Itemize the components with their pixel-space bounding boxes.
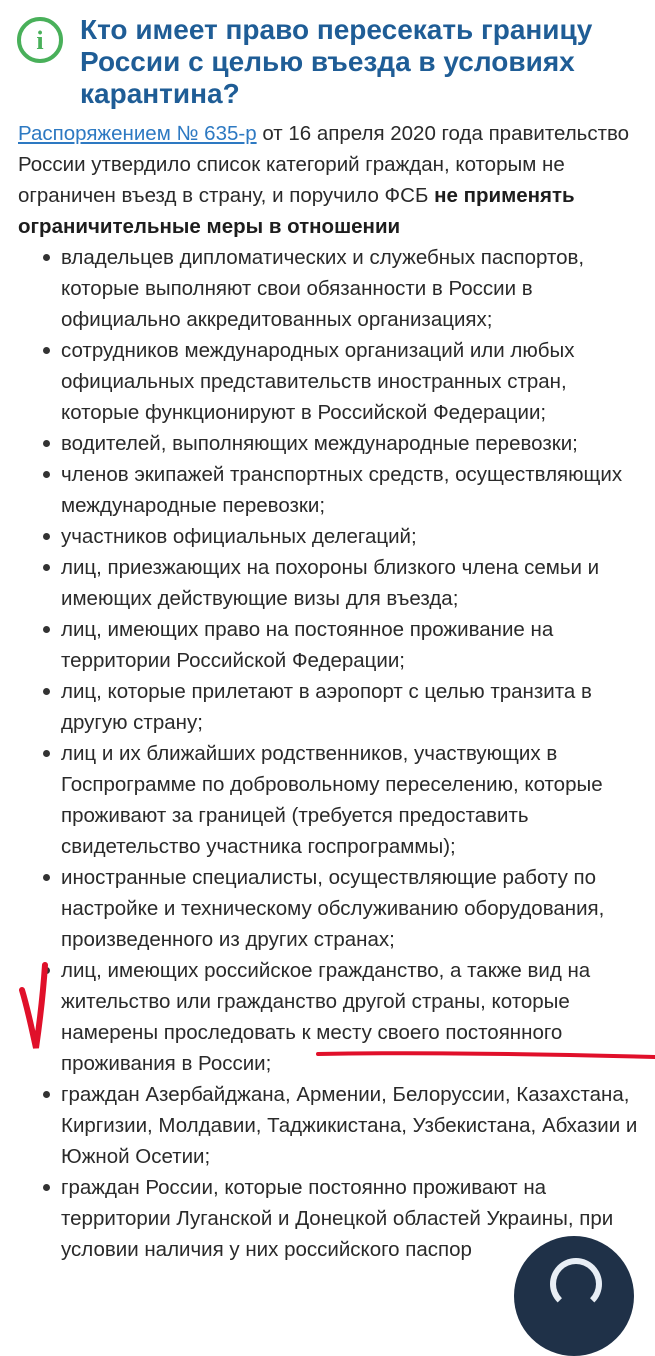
list-item: владельцев дипломатических и служебных паспортов, которые выполняют свои обязанности в России в официально аккредитованных организациях; — [40, 242, 640, 335]
intro-text: от 16 апреля 2020 года правительство России утвердило список категорий граждан, которым не ограничен въезд в страну, и поручило ФСБ — [18, 122, 630, 207]
list-item: граждан России, которые постоянно проживают на территории Луганской и Донецкой областей Украины, при условии наличия у них российского паспор — [40, 1172, 640, 1265]
list-item: лиц, имеющих российское гражданство, а также вид на жительство или гражданство другой страны, которые намерены проследовать к месту своего постоянного проживания в России; — [40, 955, 640, 1079]
intro-bold-text: не применять ограничительные меры в отношении — [18, 184, 575, 238]
list-item: сотрудников международных организаций или любых официальных представительств иностранных стран, которые функционируют в Российской Федерации; — [40, 335, 640, 428]
fab-icon — [550, 1258, 602, 1310]
decree-link[interactable]: Распоряжением № 635-р — [18, 122, 257, 145]
list-item: участников официальных делегаций; — [40, 521, 640, 552]
page-title: Кто имеет право пересекать границу России с целью въезда в условиях карантина? — [80, 14, 593, 109]
list-item: граждан Азербайджана, Армении, Белоруссии, Казахстана, Киргизии, Молдавии, Таджикистана, Узбекистана, Абхазии и Южной Осетии; — [40, 1079, 640, 1172]
list-item: членов экипажей транспортных средств, осуществляющих международные перевозки; — [40, 459, 640, 521]
list-item: лиц и их ближайших родственников, участвующих в Госпрограмме по добровольному переселению, которые проживают за границей (требуется предоставить свидетельство участника госпрограммы); — [40, 738, 640, 862]
list-item: водителей, выполняющих международные перевозки; — [40, 428, 640, 459]
svg-text:i: i — [36, 26, 44, 55]
floating-action-button[interactable] — [514, 1236, 634, 1356]
info-icon — [16, 16, 64, 64]
intro-paragraph — [18, 118, 638, 242]
list-item: лиц, приезжающих на похороны близкого члена семьи и имеющих действующие визы для въезда; — [40, 552, 640, 614]
category-list — [40, 242, 640, 1265]
article-header — [16, 10, 646, 110]
list-item: лиц, имеющих право на постоянное проживание на территории Российской Федерации; — [40, 614, 640, 676]
list-item: лиц, которые прилетают в аэропорт с целью транзита в другую страну; — [40, 676, 640, 738]
list-item: иностранные специалисты, осуществляющие работу по настройке и техническому обслуживанию оборудования, произведенного из других странах; — [40, 862, 640, 955]
